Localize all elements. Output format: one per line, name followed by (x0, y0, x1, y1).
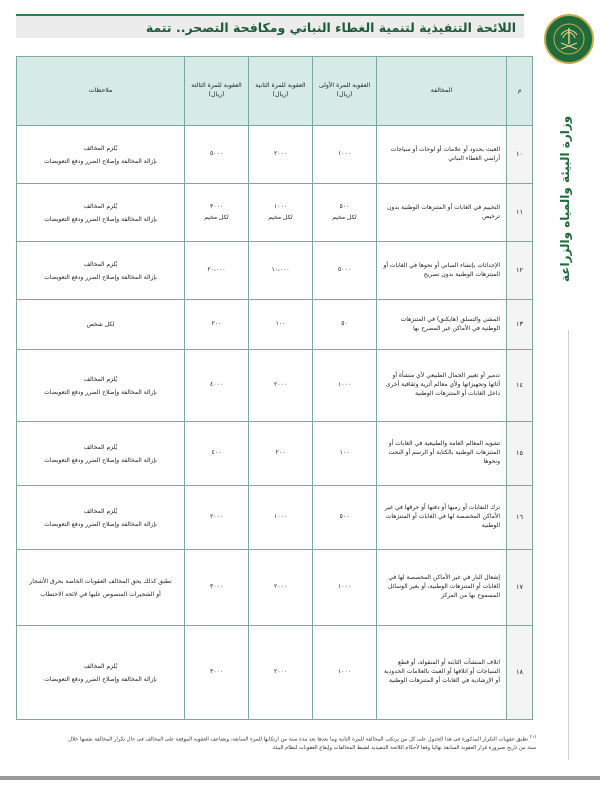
notes-line-1: يُلزم المخالف (83, 443, 118, 451)
table-row (17, 242, 533, 300)
notes-line-1: يُلزم المخالف (83, 144, 118, 152)
second-amount: ١٠٠٠ (274, 513, 287, 521)
row-second-penalty (249, 350, 313, 422)
ministry-name: وزارة البيئة والمياه والزراعة (558, 115, 572, 283)
row-notes (17, 126, 185, 184)
third-amount: ٣٠٠٠ (210, 202, 223, 210)
first-amount: ١٠٠ (339, 449, 350, 457)
first-amount: ١٠٠٠ (338, 668, 351, 676)
notes-line-1: يُلزم المخالف (83, 662, 118, 670)
row-number: ١١ (507, 184, 533, 242)
page-title: اللائحة التنفيذية لتنمية الغطاء النباتي ومكافحة التصحر.. تتمة (145, 19, 516, 35)
title-bar (16, 14, 524, 38)
table-row (17, 126, 533, 184)
notes-line-2: بإزالة المخالفة وإصلاح الضرر ودفع التعويضات (44, 456, 157, 464)
row-second-penalty (249, 184, 313, 242)
row-first-penalty (313, 126, 377, 184)
notes-line-2: بإزالة المخالفة وإصلاح الضرر ودفع التعويضات (44, 215, 157, 223)
notes-line-2: بإزالة المخالفة وإصلاح الضرر ودفع التعويضات (44, 157, 157, 165)
row-third-penalty (185, 422, 249, 486)
third-amount: ٢٠،٠٠٠ (207, 266, 226, 274)
row-violation: العبث بحدود أو علامات أو لوحات أو سياجات أراضي الغطاء النباتي (377, 126, 507, 184)
first-amount: ١٠٠٠ (338, 381, 351, 389)
notes-line-2: بإزالة المخالفة وإصلاح الضرر ودفع التعويضات (44, 273, 157, 281)
row-first-penalty (313, 626, 377, 720)
table-row (17, 550, 533, 626)
third-amount: ٢٠٠ (211, 320, 222, 328)
second-amount: ١٠٠٠ (274, 202, 287, 210)
header-second: العقوبة للمرة الثانية (ريال) (249, 57, 313, 126)
row-number: ١٧ (507, 550, 533, 626)
row-violation: إشعال النار في غير الأماكن المخصصة لها في الغابات أو المتنزهات الوطنية، أو بغير الوسائل المسموح بها من المركز (377, 550, 507, 626)
notes-line-2: بإزالة المخالفة وإصلاح الضرر ودفع التعويضات (44, 388, 157, 396)
header-first: العقوبة للمرة الأولى (ريال) (313, 57, 377, 126)
row-notes (17, 550, 185, 626)
first-amount: ١٠٠٠ (338, 150, 351, 158)
first-amount: ١٠٠٠ (338, 583, 351, 591)
row-second-penalty (249, 300, 313, 350)
second-amount: ٢٠٠٠ (274, 381, 287, 389)
row-notes (17, 184, 185, 242)
first-amount: ٥٠٠ (339, 202, 350, 210)
row-first-penalty (313, 550, 377, 626)
table-row (17, 486, 533, 550)
table-header-row (17, 57, 533, 126)
footnote-text-1: تطبق عقوبات التكرار المذكورة في هذا الجدول على كل من يرتكب المخالفة للمرة الثانية وما بعدها بعد مدة سنة من ارتكابها للمرة السابقة، وتضاعف العقوبة الموقعة على المخالف في حال تكرار المخالفة نفسها خلال (68, 736, 529, 743)
row-number: ١٤ (507, 350, 533, 422)
notes-line-1: يُلزم المخالف (83, 260, 118, 268)
third-amount: ٣٠٠٠ (210, 668, 223, 676)
row-notes (17, 242, 185, 300)
header-notes: ملاحظات (17, 57, 185, 126)
footnote (16, 735, 536, 752)
third-amount: ٣٠٠٠ (210, 583, 223, 591)
notes-line-2: بإزالة المخالفة وإصلاح الضرر ودفع التعويضات (44, 675, 157, 683)
footnote-line-2: سنة من تاريخ صيرورة قرار العقوبة السابقة نهائيا وفقا لأحكام اللائحة التنفيذية لضبط المخالفات وإيقاع العقوبات لنظام البيئة. (271, 744, 536, 751)
first-amount: ٥٠٠ (339, 513, 350, 521)
row-number: ١٦ (507, 486, 533, 550)
first-amount: ٥٠٠٠ (338, 266, 351, 274)
penalties-table (16, 56, 533, 720)
row-third-penalty (185, 184, 249, 242)
notes-line-1: يُلزم المخالف (83, 375, 118, 383)
header-violation: المخالفة (377, 57, 507, 126)
side-divider (568, 330, 569, 760)
second-amount: ٢٠٠٠ (274, 583, 287, 591)
footnote-ref: (١) (530, 735, 536, 740)
row-violation: الإحداثات بإنشاء المباني أو نحوها في الغابات أو المتنزهات الوطنية بدون تصريح (377, 242, 507, 300)
footnote-line-1 (16, 735, 536, 744)
row-violation: التخييم في الغابات أو المتنزهات الوطنية بدون ترخيص (377, 184, 507, 242)
row-notes (17, 350, 185, 422)
bottom-bar (0, 776, 600, 780)
row-first-penalty (313, 350, 377, 422)
row-third-penalty (185, 126, 249, 184)
table-row (17, 422, 533, 486)
row-third-penalty (185, 242, 249, 300)
second-unit: لكل مخيم (268, 213, 293, 221)
palm-swords-icon (552, 22, 586, 56)
row-second-penalty (249, 422, 313, 486)
header-third: العقوبة للمرة الثالثة (ريال) (185, 57, 249, 126)
row-notes (17, 626, 185, 720)
row-number: ١٣ (507, 300, 533, 350)
row-first-penalty (313, 184, 377, 242)
row-violation: ترك النفايات أو رميها أو دفنها أو حرقها في غير الأماكن المخصصة لها في الغابات أو المتنزهات الوطنية (377, 486, 507, 550)
row-notes (17, 486, 185, 550)
table-row (17, 300, 533, 350)
second-amount: ٢٠٠٠ (274, 150, 287, 158)
row-first-penalty (313, 242, 377, 300)
third-amount: ٤٠٠ (211, 449, 222, 457)
notes-line-1: يُلزم المخالف (83, 202, 118, 210)
row-second-penalty (249, 242, 313, 300)
second-amount: ١٠،٠٠٠ (271, 266, 290, 274)
row-third-penalty (185, 350, 249, 422)
third-amount: ٤٠٠٠ (210, 381, 223, 389)
row-third-penalty (185, 486, 249, 550)
row-third-penalty (185, 626, 249, 720)
row-number: ١٢ (507, 242, 533, 300)
row-second-penalty (249, 626, 313, 720)
row-third-penalty (185, 550, 249, 626)
row-notes (17, 300, 185, 350)
third-amount: ٢٠٠٠ (210, 513, 223, 521)
row-number: ١٠ (507, 126, 533, 184)
second-amount: ٢٠٠٠ (274, 668, 287, 676)
notes-line-1: تطبق كذلك بحق المخالف العقوبات الخاصة بحرق الأشجار (29, 577, 172, 585)
row-third-penalty (185, 300, 249, 350)
table-row (17, 184, 533, 242)
table-row (17, 350, 533, 422)
first-amount: ٥٠ (341, 320, 348, 328)
row-second-penalty (249, 550, 313, 626)
row-violation: المشي والتسلق (هايكنق) في المتنزهات الوطنية في الأماكن غير المصرح بها (377, 300, 507, 350)
third-unit: لكل مخيم (204, 213, 229, 221)
row-first-penalty (313, 422, 377, 486)
notes-line-1: يُلزم المخالف (83, 507, 118, 515)
third-amount: ٥٠٠٠ (210, 150, 223, 158)
row-violation: تدمير أو تغيير الجمال الطبيعي لأي منشأة أو أثاثها وتجهيزاتها ولأي معالم أثرية وثقافية أخرى داخل الغابات أو المتنزهات الوطنية (377, 350, 507, 422)
row-first-penalty (313, 300, 377, 350)
notes-line-2: بإزالة المخالفة وإصلاح الضرر ودفع التعويضات (44, 520, 157, 528)
row-violation: تشويه المعالم العامة والطبيعية في الغابات أو المتنزهات الوطنية بالكتابة أو الرسم أو النحت ونحوها (377, 422, 507, 486)
row-number: ١٨ (507, 626, 533, 720)
row-first-penalty (313, 486, 377, 550)
second-amount: ١٠٠ (275, 320, 286, 328)
notes-line-2: أو الشجيرات المنصوص عليها في لائحة الاحتطاب (40, 590, 161, 598)
header-num: م (507, 57, 533, 126)
ministry-logo-icon (544, 14, 594, 64)
row-second-penalty (249, 126, 313, 184)
row-second-penalty (249, 486, 313, 550)
table-row (17, 626, 533, 720)
row-number: ١٥ (507, 422, 533, 486)
notes-line-1: لكل شخص (86, 321, 115, 329)
row-notes (17, 422, 185, 486)
second-amount: ٢٠٠ (275, 449, 286, 457)
row-violation: اتلاف المنشآت الثابتة أو المنقولة، أو قطع السياجات أو اتلافها أو العبث بالعلامات الحدودية أو الإرشادية في الغابات أو المتنزهات الوطنية (377, 626, 507, 720)
first-unit: لكل مخيم (332, 213, 357, 221)
